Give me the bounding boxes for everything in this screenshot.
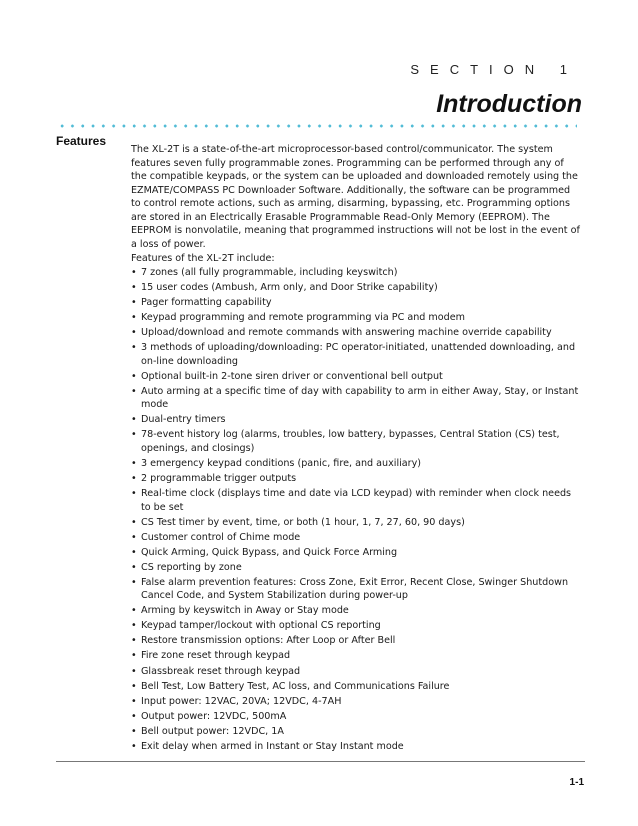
bullet-icon: • <box>131 665 137 677</box>
bullet-icon: • <box>131 725 137 737</box>
bullet-icon: • <box>131 473 137 485</box>
feature-item <box>131 531 581 545</box>
feature-item <box>131 472 581 486</box>
feature-item <box>131 740 581 754</box>
bullet-icon: • <box>131 342 137 354</box>
feature-item <box>131 634 581 648</box>
feature-text: Auto arming at a specific time of day with capability to arm in either Away, Stay, or Instant mode <box>141 385 579 411</box>
feature-item <box>131 725 581 739</box>
intro-paragraph: The XL-2T is a state-of-the-art microprocessor-based control/communicator. The system features seven fully programmable zones. Programming can be performed through any of the compatible keypads, or the system can be uploaded and downloaded remotely using the EZMATE/COMPASS PC Downloader Software. Additionally, the software can be programmed to control remote actions, such as arming, disarming, bypassing, etc. Programming options are stored in an Electrically Erasable Programmable Read-Only Memory (EEPROM). The EEPROM is nonvolatile, meaning that programmed instructions will not be lost in the event of a loss of power. <box>131 144 580 250</box>
feature-text: Dual-entry timers <box>141 414 226 426</box>
side-heading-features: Features <box>56 134 107 148</box>
feature-text: Bell Test, Low Battery Test, AC loss, and Communications Failure <box>141 680 450 692</box>
feature-text: Exit delay when armed in Instant or Stay Instant mode <box>141 740 404 752</box>
feature-text: False alarm prevention features: Cross Zone, Exit Error, Recent Close, Swinger Shutdown Cancel Code, and System Stabilization during power-up <box>141 576 569 602</box>
feature-text: Real-time clock (displays time and date via LCD keypad) with reminder when clock needs to be set <box>141 488 572 513</box>
feature-item <box>131 710 581 724</box>
feature-item <box>131 457 581 471</box>
feature-text: Bell output power: 12VDC, 1A <box>141 725 284 737</box>
features-lead: Features of the XL-2T include: <box>131 252 275 264</box>
feature-text: Restore transmission options: After Loop or After Bell <box>141 635 396 647</box>
feature-item <box>131 413 581 427</box>
bullet-icon: • <box>131 282 137 294</box>
bullet-icon: • <box>131 267 137 278</box>
bullet-icon: • <box>131 650 137 662</box>
feature-item <box>131 665 581 679</box>
bullet-icon: • <box>131 327 137 339</box>
bullet-icon: • <box>131 620 137 632</box>
feature-text: 15 user codes (Ambush, Arm only, and Door Strike capability) <box>141 282 438 294</box>
feature-item <box>131 370 581 384</box>
bullet-icon: • <box>131 710 137 722</box>
feature-text: Output power: 12VDC, 500mA <box>141 710 287 722</box>
feature-item <box>131 516 581 530</box>
feature-text: Keypad tamper/lockout with optional CS reporting <box>141 620 381 632</box>
feature-text: Fire zone reset through keypad <box>141 650 291 662</box>
bullet-icon: • <box>131 414 137 426</box>
feature-item <box>131 385 581 412</box>
feature-item <box>131 576 581 603</box>
feature-item <box>131 341 581 368</box>
feature-text: Upload/download and remote commands with answering machine override capability <box>141 327 552 339</box>
footer-rule <box>56 761 585 762</box>
bullet-icon: • <box>131 531 137 543</box>
feature-item <box>131 296 581 310</box>
feature-item <box>131 311 581 325</box>
bullet-icon: • <box>131 312 137 324</box>
feature-text: Quick Arming, Quick Bypass, and Quick Force Arming <box>141 546 398 558</box>
feature-text: 7 zones (all fully programmable, including keyswitch) <box>141 267 398 278</box>
feature-text: 3 emergency keypad conditions (panic, fire, and auxiliary) <box>141 457 422 469</box>
feature-text: CS reporting by zone <box>141 561 242 573</box>
body-content <box>131 143 581 755</box>
bullet-icon: • <box>131 385 137 397</box>
feature-item <box>131 561 581 575</box>
page-title: Introduction <box>436 90 582 118</box>
feature-text: Keypad programming and remote programming via PC and modem <box>141 312 465 324</box>
bullet-icon: • <box>131 740 137 752</box>
feature-item <box>131 619 581 633</box>
feature-text: Pager formatting capability <box>141 297 272 309</box>
feature-text: 2 programmable trigger outputs <box>141 473 297 485</box>
bullet-icon: • <box>131 576 137 588</box>
feature-text: Input power: 12VAC, 20VA; 12VDC, 4-7AH <box>141 695 342 707</box>
feature-item <box>131 680 581 694</box>
feature-text: 78-event history log (alarms, troubles, low battery, bypasses, Central Station (CS) test, openings, and closings) <box>141 429 560 454</box>
bullet-icon: • <box>131 516 137 528</box>
feature-item <box>131 546 581 560</box>
bullet-icon: • <box>131 695 137 707</box>
page-number: 1-1 <box>569 777 584 788</box>
bullet-icon: • <box>131 605 137 617</box>
bullet-icon: • <box>131 488 137 500</box>
feature-item <box>131 281 581 295</box>
feature-item <box>131 695 581 709</box>
bullet-icon: • <box>131 370 137 382</box>
bullet-icon: • <box>131 429 137 441</box>
bullet-icon: • <box>131 546 137 558</box>
feature-text: CS Test timer by event, time, or both (1 hour, 1, 7, 27, 60, 90 days) <box>141 516 465 528</box>
feature-item <box>131 487 581 514</box>
bullet-icon: • <box>131 457 137 469</box>
feature-item <box>131 266 581 280</box>
bullet-icon: • <box>131 635 137 647</box>
section-label: SECTION 1 <box>410 62 578 77</box>
feature-item <box>131 604 581 618</box>
feature-item <box>131 649 581 663</box>
feature-item <box>131 428 581 455</box>
feature-text: Glassbreak reset through keypad <box>141 665 301 677</box>
dotted-divider <box>57 123 577 129</box>
feature-text: Arming by keyswitch in Away or Stay mode <box>141 605 349 617</box>
bullet-icon: • <box>131 680 137 692</box>
feature-text: Optional built-in 2-tone siren driver or conventional bell output <box>141 370 443 382</box>
bullet-icon: • <box>131 561 137 573</box>
feature-text: Customer control of Chime mode <box>141 531 301 543</box>
feature-list <box>131 266 581 753</box>
bullet-icon: • <box>131 297 137 309</box>
feature-text: 3 methods of uploading/downloading: PC operator-initiated, unattended downloading, and on-line downloading <box>141 342 576 367</box>
feature-item <box>131 326 581 340</box>
